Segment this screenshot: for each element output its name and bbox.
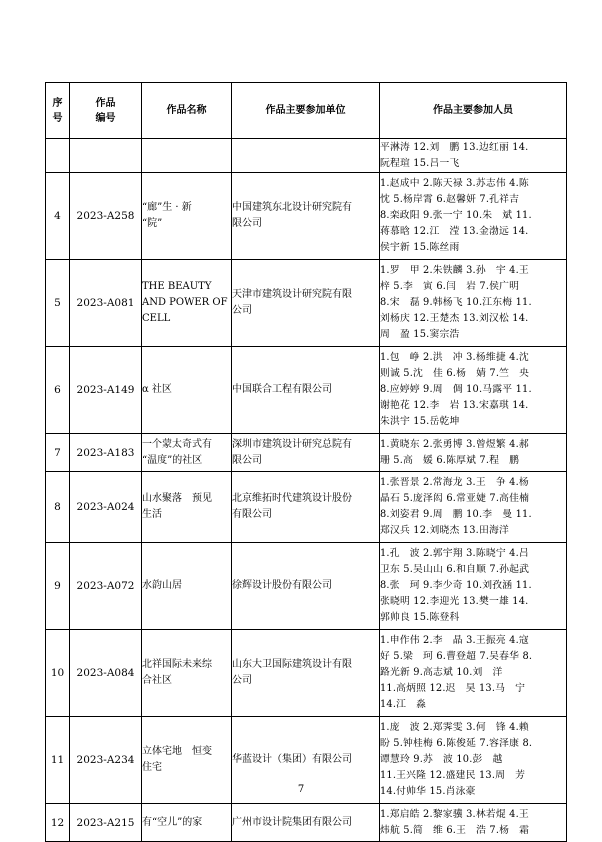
people-line: 8.栾政阳 9.张一宁 10.朱 斌 11. xyxy=(380,210,532,221)
people-cell xyxy=(380,472,567,543)
unit-line: 深圳市建筑设计研究总院有 xyxy=(232,438,352,450)
people-line: 1.包 峥 2.洪 冲 3.杨维捷 4.沈 xyxy=(380,352,529,363)
row-number-cell: 9 xyxy=(46,543,70,630)
work-name-cell xyxy=(142,472,232,543)
table-row xyxy=(46,260,567,347)
unit-line: 山东大卫国际建筑设计有限 xyxy=(232,659,352,670)
unit-line: 公司 xyxy=(232,675,252,686)
people-cell xyxy=(380,434,567,472)
work-name-cell xyxy=(142,434,232,472)
people-cell xyxy=(380,260,567,347)
work-code-cell: 2023-A258 xyxy=(70,173,142,260)
work-code-cell: 2023-A081 xyxy=(70,260,142,347)
people-line: 晶石 5.庞泽闳 6.常亚婕 7.高佳楠 xyxy=(380,493,530,504)
unit-line: 公司 xyxy=(232,305,252,316)
work-name-line: 立体宅地 恒变 xyxy=(142,746,212,757)
people-line: 盼 5.钟桂梅 6.陈俊延 7.容泽康 8. xyxy=(380,738,533,749)
people-line: 14.江 淼 xyxy=(380,699,427,710)
table-row xyxy=(46,472,567,543)
unit-line: 中国联合工程有限公司 xyxy=(232,384,332,395)
work-name-cell xyxy=(142,543,232,630)
row-number-cell: 11 xyxy=(46,717,70,804)
people-line: 路光新 9.高志斌 10.刘 洋 xyxy=(380,667,503,678)
work-code-cell: 2023-A084 xyxy=(70,630,142,717)
work-code-cell: 2023-A024 xyxy=(70,472,142,543)
people-line: 8.张 珂 9.李少奇 10.刘孜涵 11. xyxy=(380,580,532,591)
continuation-row xyxy=(46,139,567,173)
work-name-line: THE BEAUTY xyxy=(142,281,212,292)
awards-table xyxy=(45,82,567,842)
unit-cell xyxy=(232,472,380,543)
people-line: 郭帅良 15.陈登科 xyxy=(380,612,460,623)
people-line: 1.张晋景 2.常海龙 3.王 争 4.杨 xyxy=(380,477,529,488)
work-name-line: 合社区 xyxy=(142,675,172,686)
people-cell xyxy=(380,804,567,842)
work-name-cell xyxy=(142,173,232,260)
unit-line: 限公司 xyxy=(232,218,262,229)
header-code: 作品 编号 xyxy=(70,83,142,139)
people-line: 谢艳花 12.李 岩 13.宋嘉琪 14. xyxy=(380,400,529,411)
unit-cell xyxy=(232,260,380,347)
work-name-cell xyxy=(142,260,232,347)
unit-line: 中国建筑东北设计研究院有 xyxy=(232,202,352,213)
work-name-cell xyxy=(142,347,232,434)
people-line: 郑汉兵 12.刘晓杰 13.田海洋 xyxy=(380,525,509,536)
row-number-cell: 12 xyxy=(46,804,70,842)
people-cell xyxy=(380,630,567,717)
header-no: 序 号 xyxy=(46,83,70,139)
people-line: 朱洪宇 15.岳乾坤 xyxy=(380,416,460,427)
unit-line: 华蓝设计（集团）有限公司 xyxy=(232,754,352,765)
work-name-line: 有“空儿”的家 xyxy=(142,816,203,828)
row-number-cell: 6 xyxy=(46,347,70,434)
row-number-cell: 4 xyxy=(46,173,70,260)
people-line: 蒋慕晗 12.江 滢 13.金渤远 14. xyxy=(380,226,529,237)
work-name-line: 山水聚落 预见 xyxy=(142,493,212,504)
people-line: 8.应婷婷 9.周 倜 10.马露平 11. xyxy=(380,384,532,395)
work-code-cell: 2023-A072 xyxy=(70,543,142,630)
people-line: 梓 5.李 寅 6.闫 岩 7.侯广明 xyxy=(380,281,520,292)
unit-cell xyxy=(232,804,380,842)
work-name-line: AND POWER OF xyxy=(142,297,228,308)
continuation-no-cell xyxy=(46,139,70,173)
work-name-line: 一个蒙太奇式有 xyxy=(142,438,212,450)
work-code-cell: 2023-A183 xyxy=(70,434,142,472)
work-name-line: α 社区 xyxy=(142,384,172,395)
unit-line: 有限公司 xyxy=(232,509,272,520)
people-line: 1.罗 甲 2.朱铁麟 3.孙 宇 4.王 xyxy=(380,265,529,276)
people-line: 平淋涛 12.刘 鹏 13.边红丽 14. xyxy=(380,141,529,153)
people-line: 谭慧玲 9.苏 波 10.彭 越 xyxy=(380,754,503,765)
work-name-line: 水韵山居 xyxy=(142,580,182,591)
people-cell xyxy=(380,347,567,434)
table-row xyxy=(46,347,567,434)
page-number: 7 xyxy=(297,784,305,795)
people-line: 1.郑启皓 2.黎家骥 3.林若焜 4.王 xyxy=(380,808,529,820)
work-name-line: CELL xyxy=(142,313,171,324)
continuation-unit-cell xyxy=(232,139,380,173)
people-line: 阮程瑄 15.吕一飞 xyxy=(380,157,460,169)
people-line: 11.高炳照 12.迟 昊 13.马 宁 xyxy=(380,683,526,694)
unit-line: 北京维拓时代建筑设计股份 xyxy=(232,493,352,504)
people-line: 周 盈 15.窦宗浩 xyxy=(380,329,460,340)
unit-line: 天津市建筑设计研究院有限 xyxy=(232,289,352,300)
table-row xyxy=(46,434,567,472)
work-name-line: 住宅 xyxy=(142,762,162,773)
people-line: 1.庞 波 2.郑霁雯 3.何 锋 4.赖 xyxy=(380,722,529,733)
unit-cell xyxy=(232,173,380,260)
work-name-cell xyxy=(142,630,232,717)
people-line: 1.赵成中 2.陈天禄 3.苏志伟 4.陈 xyxy=(380,178,529,189)
unit-cell xyxy=(232,543,380,630)
people-line: 则诚 5.沈 佳 6.杨 婧 7.竺 央 xyxy=(380,368,530,379)
people-line: 忱 5.杨岸霄 6.赵馨妍 7.孔祥吉 xyxy=(380,194,520,205)
row-number-cell: 5 xyxy=(46,260,70,347)
table-row xyxy=(46,630,567,717)
work-name-line: “廊”生 · 新 xyxy=(142,202,192,213)
unit-cell xyxy=(232,347,380,434)
people-line: 1.孔 波 2.郭宇翔 3.陈晓宁 4.吕 xyxy=(380,548,529,559)
people-line: 珊 5.高 媛 6.陈厚斌 7.程 鹏 xyxy=(380,454,520,466)
people-line: 侯宇新 15.陈丝雨 xyxy=(380,242,460,253)
work-code-cell: 2023-A215 xyxy=(70,804,142,842)
row-number-cell: 7 xyxy=(46,434,70,472)
header-unit: 作品主要参加单位 xyxy=(232,83,380,139)
people-line: 8.宋 磊 9.韩杨飞 10.江东梅 11. xyxy=(380,297,532,308)
unit-cell xyxy=(232,630,380,717)
header-name: 作品名称 xyxy=(142,83,232,139)
unit-line: 限公司 xyxy=(232,454,262,466)
people-cell xyxy=(380,173,567,260)
row-number-cell: 10 xyxy=(46,630,70,717)
unit-cell xyxy=(232,434,380,472)
unit-line: 广州市设计院集团有限公司 xyxy=(232,816,352,828)
header-people: 作品主要参加人员 xyxy=(380,83,567,139)
people-line: 11.王兴隆 12.盛建民 13.周 芳 xyxy=(380,770,526,781)
work-name-cell xyxy=(142,804,232,842)
people-line: 刘杨庆 12.王楚杰 13.刘汉松 14. xyxy=(380,313,529,324)
table-row xyxy=(46,804,567,842)
row-number-cell: 8 xyxy=(46,472,70,543)
continuation-name-cell xyxy=(142,139,232,173)
table-row xyxy=(46,173,567,260)
people-line: 1.黄晓东 2.张勇博 3.曾煜繁 4.郝 xyxy=(380,438,529,450)
work-name-line: 北祥国际未来综 xyxy=(142,659,212,670)
people-line: 14.付帅华 15.肖泳豪 xyxy=(380,786,476,797)
continuation-people-cell xyxy=(380,139,567,173)
people-line: 好 5.梁 珂 6.曹登超 7.吴春华 8. xyxy=(380,651,533,662)
people-line: 卫东 5.吴山山 6.和自顺 7.孙起武 xyxy=(380,564,530,575)
table-header-row xyxy=(46,83,567,139)
table-row xyxy=(46,543,567,630)
work-name-line: “温度”的社区 xyxy=(142,454,203,466)
unit-line: 徐辉设计股份有限公司 xyxy=(232,580,332,591)
work-name-line: 生活 xyxy=(142,509,162,520)
people-cell xyxy=(380,543,567,630)
people-line: 8.刘姿君 9.周 鹏 10.李 曼 11. xyxy=(380,509,532,520)
work-code-cell: 2023-A149 xyxy=(70,347,142,434)
continuation-code-cell xyxy=(70,139,142,173)
work-name-line: “院” xyxy=(142,218,163,229)
people-line: 1.申作伟 2.李 晶 3.王振亮 4.寇 xyxy=(380,635,529,646)
people-line: 炜航 5.简 维 6.王 浩 7.杨 霜 xyxy=(380,824,530,836)
work-code-cell: 2023-A234 xyxy=(70,717,142,804)
people-line: 张晓明 12.李迎光 13.樊一雄 14. xyxy=(380,596,529,607)
